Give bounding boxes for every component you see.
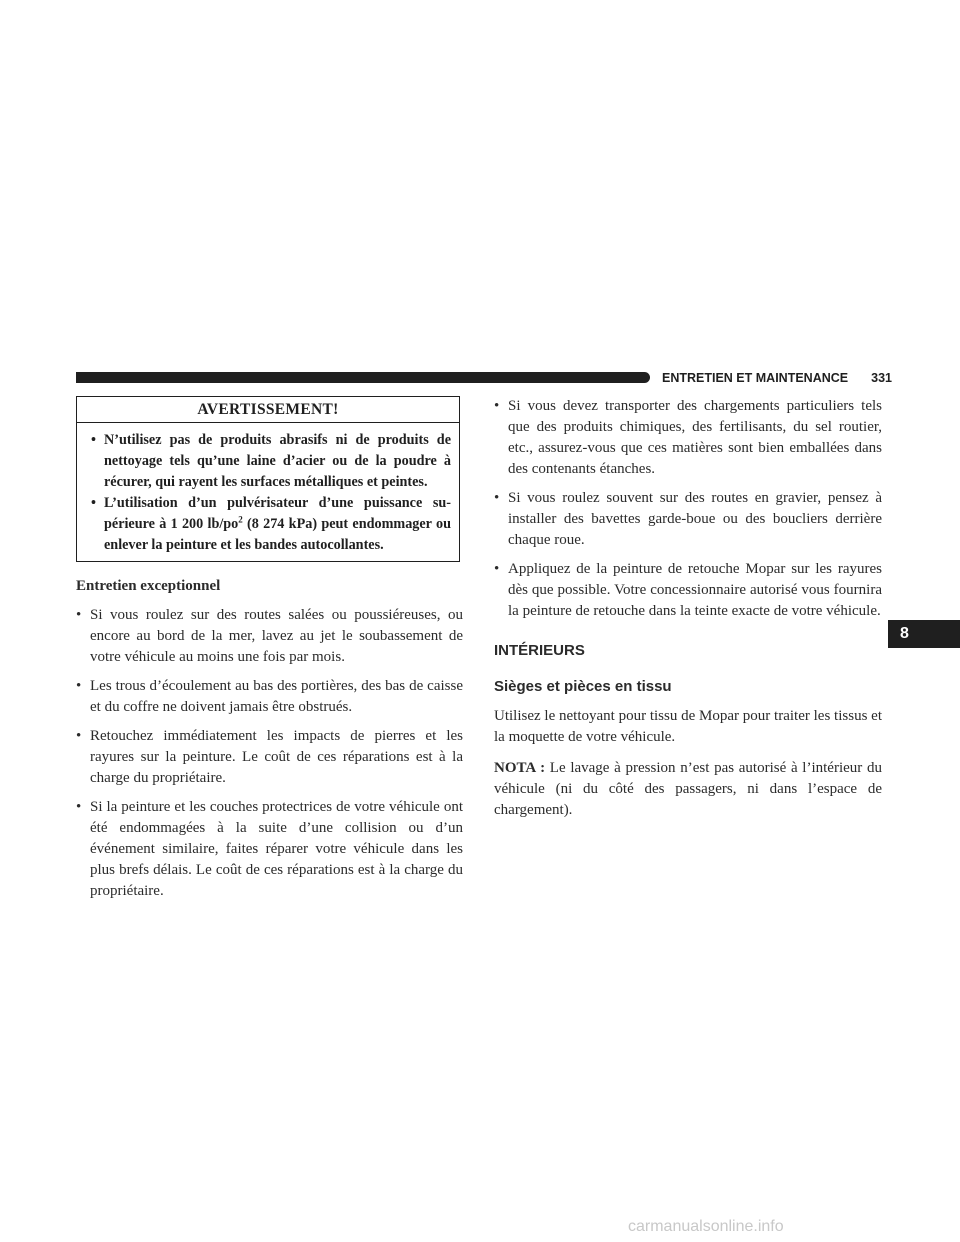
list-item: • Retouchez immédiatement les impacts de pierres et les rayures sur la peinture. Le coût de ces réparations est à la charge du propriétaire. <box>76 726 463 789</box>
list-item: • Appliquez de la peinture de retouche Mopar sur les rayures dès que possible. Votre concessionnaire autorisé vous fournira la peinture de retouche dans la teinte exacte de votre véhicule. <box>494 559 882 622</box>
warning-item <box>91 493 451 556</box>
superscript: 2 <box>238 514 243 525</box>
warning-item-text: (8 274 kPa) peut endommager ou enlever la peinture et les bandes autocollantes. <box>104 516 451 553</box>
warning-item-text: L’utilisation d’un pulvérisateur d’une puissance supérieure à 1 200 lb/po <box>104 495 451 532</box>
left-column <box>76 576 463 910</box>
note-paragraph <box>494 758 882 821</box>
bullet-list <box>76 605 463 902</box>
note-text: Le lavage à pression n’est pas autorisé à l’intérieur du véhicule (ni du côté des passagers, ni dans l’espace de chargement). <box>494 760 882 818</box>
list-item: • Si vous roulez souvent sur des routes en gravier, pensez à installer des bavettes garde-boue ou des boucliers derrière chaque roue. <box>494 488 882 551</box>
section-subheading: Sièges et pièces en tissu <box>494 678 672 695</box>
running-header <box>662 369 892 387</box>
watermark: carmanualsonline.info <box>628 1218 784 1235</box>
header-rule <box>76 372 650 383</box>
right-column <box>494 396 882 831</box>
paragraph: Utilisez le nettoyant pour tissu de Mopar pour traiter les tissus et la moquette de votre véhicule. <box>494 708 882 745</box>
list-item: • Si la peinture et les couches protectrices de votre véhicule ont été endommagées à la suite d’une collision ou d’un événement similaire, faites réparer votre véhicule dans les plus brefs délais. Le coût de ces réparations est à la charge du propriétaire. <box>76 797 463 902</box>
subheading: Entretien exceptionnel <box>76 578 221 594</box>
list-item: • Les trous d’écoulement au bas des portières, des bas de caisse et du coffre ne doivent jamais être obstrués. <box>76 676 463 718</box>
note-label: NOTA : <box>494 760 546 776</box>
page-number: 331 <box>871 371 892 385</box>
section-title-header: ENTRETIEN ET MAINTENANCE <box>662 371 849 385</box>
warning-list <box>77 423 459 556</box>
warning-box <box>76 396 460 562</box>
warning-title: AVERTISSEMENT! <box>77 397 459 423</box>
warning-item: • N’utilisez pas de produits abrasifs ni de produits de nettoyage tels qu’une laine d’acier ou de la poudre à récurer, qui rayent les surfaces métalliques et peintes. <box>91 430 451 493</box>
list-item: • Si vous roulez sur des routes salées ou poussiéreuses, ou encore au bord de la mer, lavez au jet le soubassement de votre véhicule au moins une fois par mois. <box>76 605 463 668</box>
chapter-tab: 8 <box>888 620 960 648</box>
section-heading: INTÉRIEURS <box>494 642 585 659</box>
bullet-list <box>494 396 882 622</box>
list-item: • Si vous devez transporter des chargements particuliers tels que des produits chimiques, des fertilisants, du sel routier, etc., assurez-vous que ces matières sont bien emballées dans des contenants étanches. <box>494 396 882 480</box>
